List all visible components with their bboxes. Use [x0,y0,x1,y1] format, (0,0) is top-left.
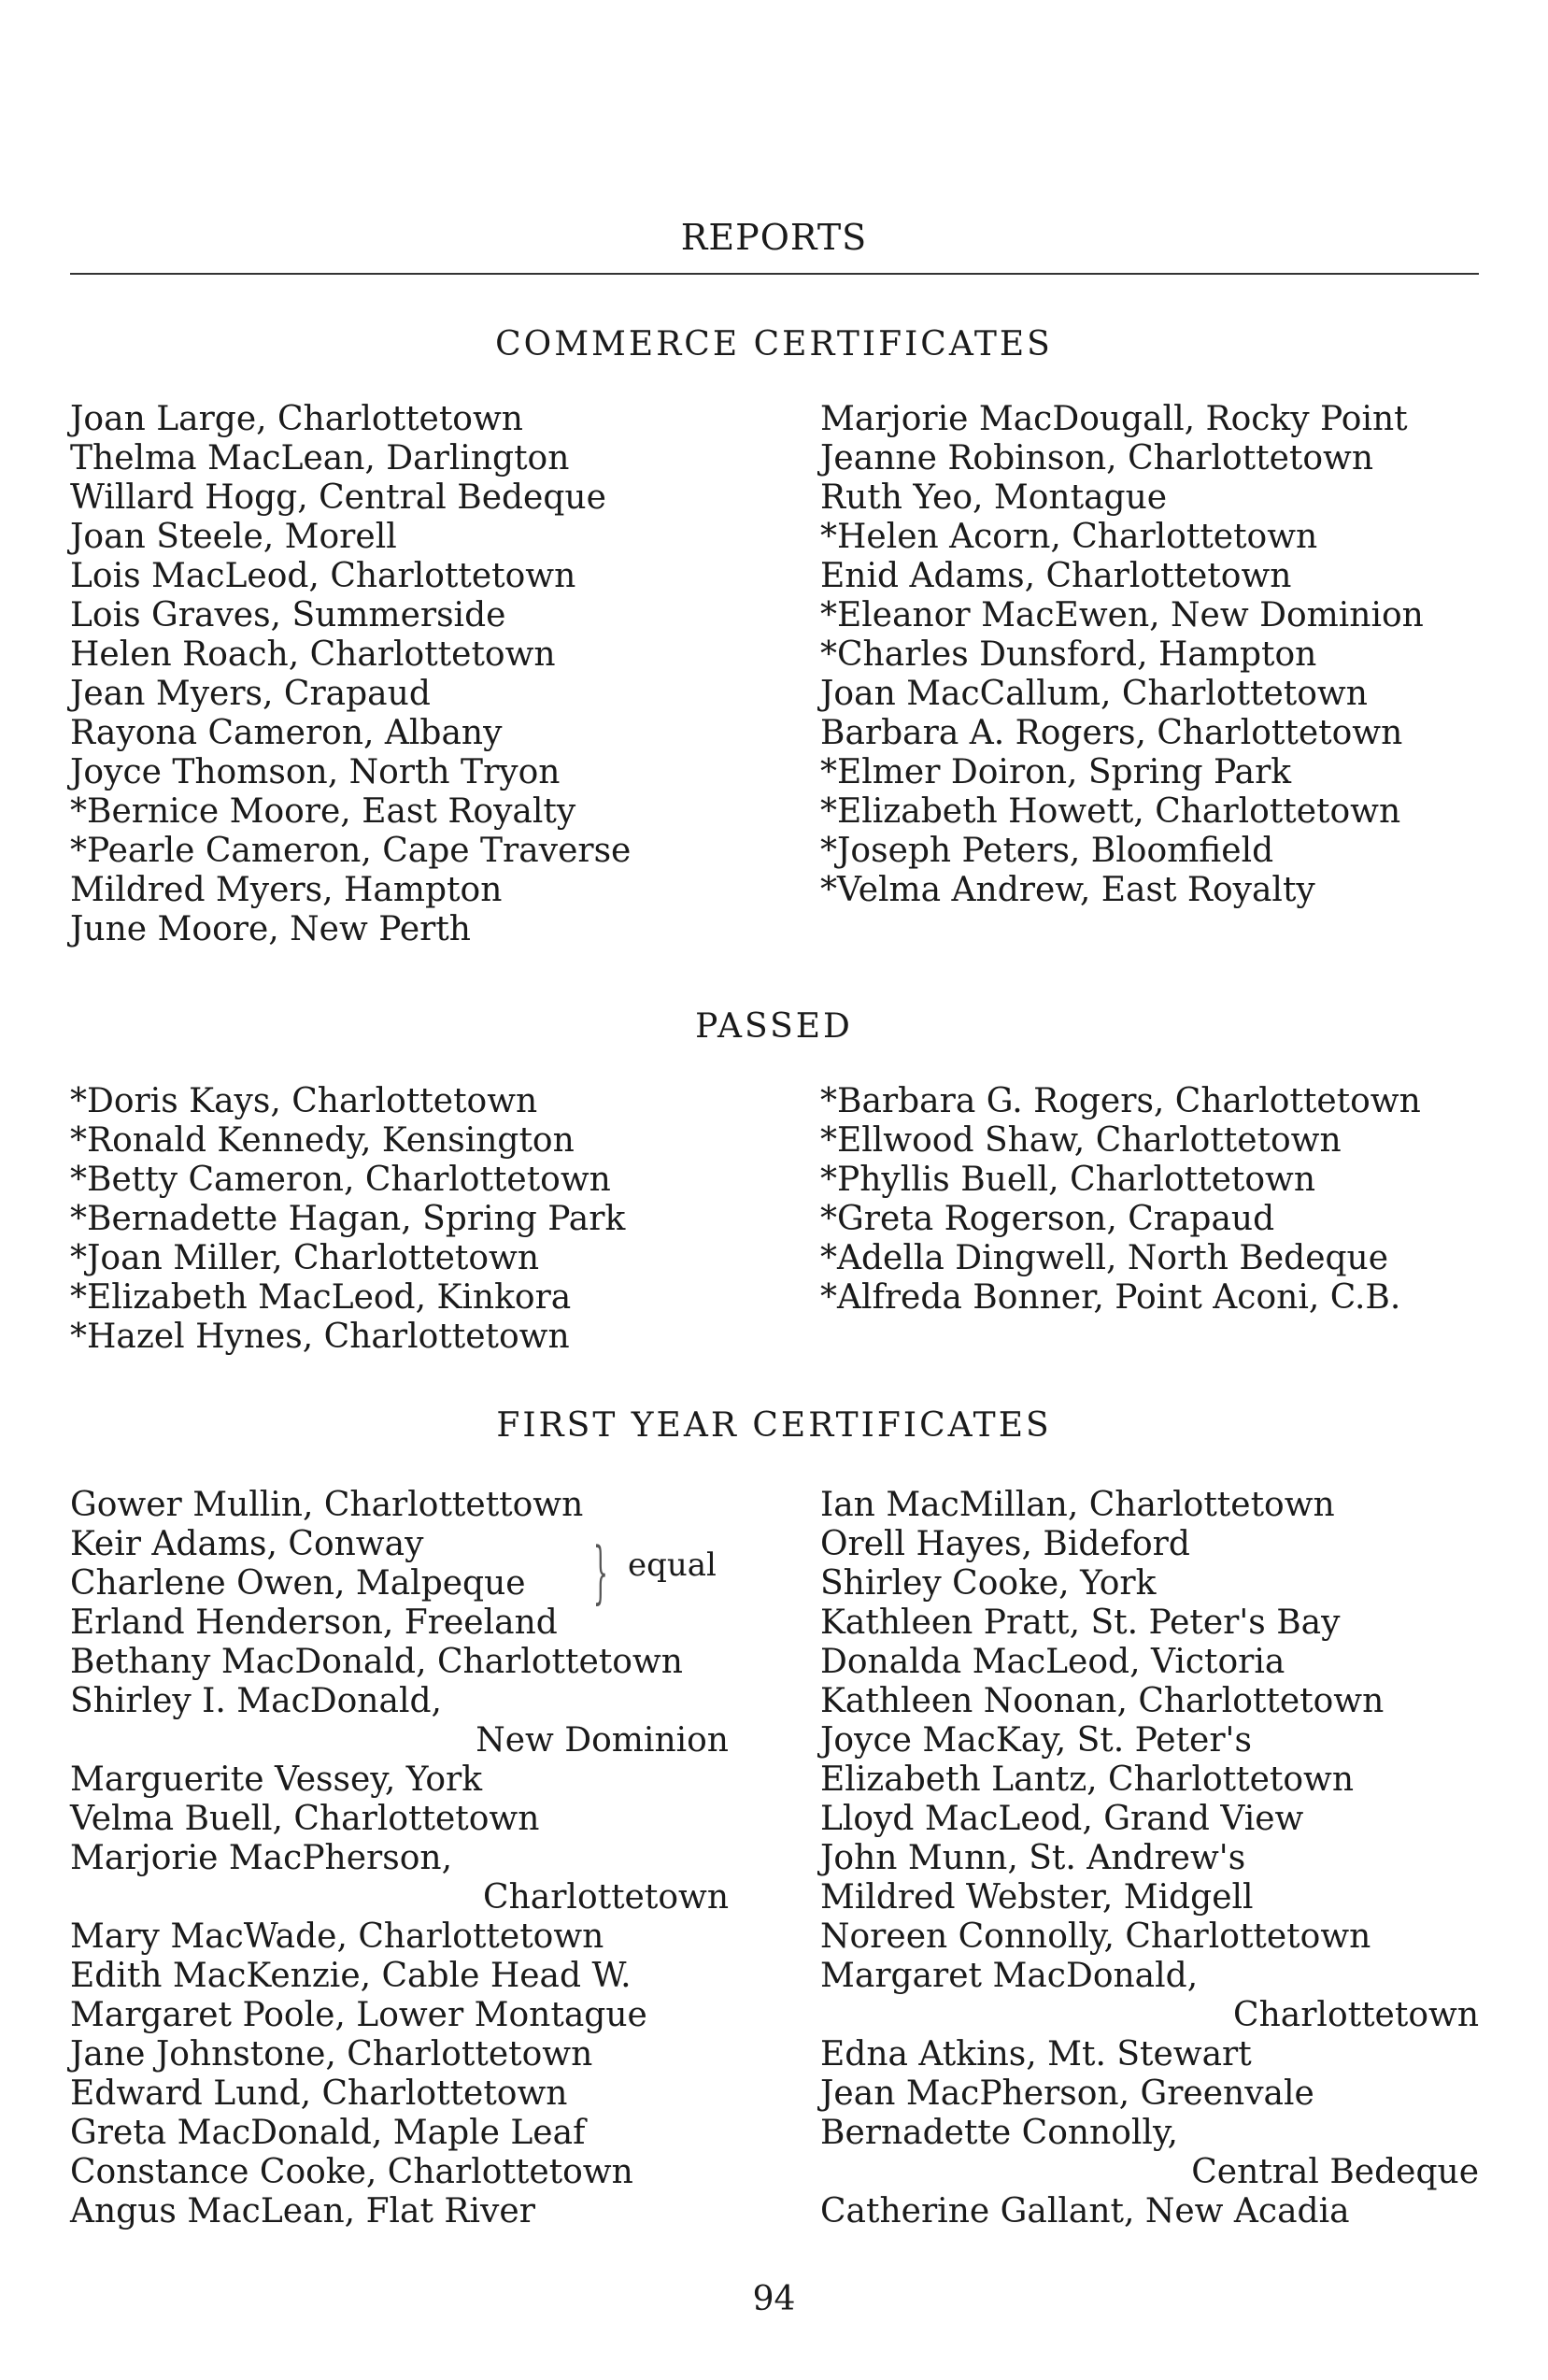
list-item: *Eleanor MacEwen, New Dominion [820,596,1424,634]
list-item: Mildred Webster, Midgell [820,1878,1254,1917]
list-item: *Barbara G. Rogers, Charlottetown [820,1082,1421,1120]
list-item: *Velma Andrew, East Royalty [820,871,1315,909]
first-year-left-column [70,1486,743,2231]
list-item: Greta MacDonald, Maple Leaf [70,2114,586,2152]
list-item: Joan Large, Charlottetown [70,400,523,438]
list-item: Catherine Gallant, New Acadia [820,2192,1350,2230]
list-item: Jeanne Robinson, Charlottetown [820,439,1374,477]
list-item: *Adella Dingwell, North Bedeque [820,1239,1389,1277]
list-item: Margaret Poole, Lower Montague [70,1996,647,2034]
list-item: Keir Adams, Conway [70,1525,424,1563]
list-item: *Phyllis Buell, Charlottetown [820,1161,1316,1199]
list-item: Edward Lund, Charlottetown [70,2074,568,2113]
list-item: John Munn, St. Andrew's [820,1839,1246,1877]
section-title-passed: PASSED [695,1007,853,1046]
list-item: Bethany MacDonald, Charlottetown [70,1643,683,1681]
list-item: *Alfreda Bonner, Point Aconi, C.B. [820,1278,1401,1317]
passed-right-column [820,1082,1479,1318]
list-item: Erland Henderson, Freeland [70,1603,558,1642]
list-item: Edna Atkins, Mt. Stewart [820,2035,1252,2074]
list-item: Lois Graves, Summerside [70,596,506,634]
list-item: *Bernice Moore, East Royalty [70,792,576,831]
list-item: Margaret MacDonald, [820,1957,1199,1995]
commerce-left-column [70,400,743,949]
section-title-commerce: COMMERCE CERTIFICATES [495,325,1053,363]
list-item: *Elizabeth MacLeod, Kinkora [70,1278,572,1317]
list-item: Rayona Cameron, Albany [70,714,503,752]
list-item: Willard Hogg, Central Bedeque [70,478,606,517]
commerce-right-column [820,400,1479,910]
list-item: Elizabeth Lantz, Charlottetown [820,1760,1355,1799]
list-item: Gower Mullin, Charlottettown [70,1486,584,1524]
list-item: Velma Buell, Charlottetown [70,1800,540,1838]
list-item: *Pearle Cameron, Cape Traverse [70,832,632,870]
list-item: Lloyd MacLeod, Grand View [820,1800,1304,1838]
header-rule [70,273,1479,275]
list-item: Ian MacMillan, Charlottetown [820,1486,1335,1524]
list-item: Thelma MacLean, Darlington [70,439,570,477]
list-item-continuation: Charlottetown [483,1878,729,1917]
list-item: Joan MacCallum, Charlottetown [820,675,1368,713]
page-number: 94 [752,2280,796,2318]
list-item: Barbara A. Rogers, Charlottetown [820,714,1403,752]
list-item: Joyce Thomson, North Tryon [70,753,561,791]
list-item: *Ellwood Shaw, Charlottetown [820,1121,1342,1160]
list-item: *Doris Kays, Charlottetown [70,1082,538,1120]
passed-left-column [70,1082,743,1357]
list-item: Joan Steele, Morell [70,518,397,556]
list-item: June Moore, New Perth [70,910,471,948]
list-item: Bernadette Connolly, [820,2114,1178,2152]
list-item: Mary MacWade, Charlottetown [70,1917,604,1956]
list-item: *Joan Miller, Charlottetown [70,1239,540,1277]
list-item: Jane Johnstone, Charlottetown [70,2035,593,2074]
list-item: *Greta Rogerson, Crapaud [820,1200,1275,1238]
list-item: *Joseph Peters, Bloomfield [820,832,1274,870]
list-item: Jean MacPherson, Greenvale [820,2074,1314,2113]
list-item: Marjorie MacPherson, [70,1839,453,1877]
list-item: Orell Hayes, Bideford [820,1525,1190,1563]
list-item: *Hazel Hynes, Charlottetown [70,1318,570,1356]
list-item: Charlene Owen, Malpeque [70,1564,526,1603]
list-item: Noreen Connolly, Charlottetown [820,1917,1371,1956]
equal-brace: } [592,1532,608,1611]
list-item: *Elmer Doiron, Spring Park [820,753,1292,791]
list-item: Edith MacKenzie, Cable Head W. [70,1957,632,1995]
list-item: *Betty Cameron, Charlottetown [70,1161,611,1199]
list-item: *Helen Acorn, Charlottetown [820,518,1318,556]
list-item: Enid Adams, Charlottetown [820,557,1292,595]
equal-note: equal [628,1546,717,1584]
list-item: Marguerite Vessey, York [70,1760,483,1799]
list-item: Shirley I. MacDonald, [70,1682,442,1720]
list-item: Helen Roach, Charlottetown [70,635,556,674]
list-item: Constance Cooke, Charlottetown [70,2153,633,2191]
list-item-continuation: Charlottetown [1233,1996,1479,2034]
first-year-right-column [820,1486,1479,2231]
list-item: Shirley Cooke, York [820,1564,1157,1603]
list-item: Jean Myers, Crapaud [70,675,431,713]
list-item: *Charles Dunsford, Hampton [820,635,1317,674]
list-item: Kathleen Pratt, St. Peter's Bay [820,1603,1341,1642]
list-item: Kathleen Noonan, Charlottetown [820,1682,1385,1720]
list-item: Ruth Yeo, Montague [820,478,1168,517]
list-item: *Bernadette Hagan, Spring Park [70,1200,626,1238]
list-item: Joyce MacKay, St. Peter's [820,1721,1252,1760]
list-item: *Elizabeth Howett, Charlottetown [820,792,1401,831]
list-item: Donalda MacLeod, Victoria [820,1643,1285,1681]
running-head: REPORTS [680,217,868,258]
list-item: Angus MacLean, Flat River [70,2192,535,2230]
section-title-first-year: FIRST YEAR CERTIFICATES [496,1406,1052,1445]
list-item-continuation: Central Bedeque [1191,2153,1479,2191]
list-item-continuation: New Dominion [476,1721,729,1760]
list-item: Mildred Myers, Hampton [70,871,503,909]
list-item: Marjorie MacDougall, Rocky Point [820,400,1408,438]
list-item: Lois MacLeod, Charlottetown [70,557,576,595]
list-item: *Ronald Kennedy, Kensington [70,1121,575,1160]
